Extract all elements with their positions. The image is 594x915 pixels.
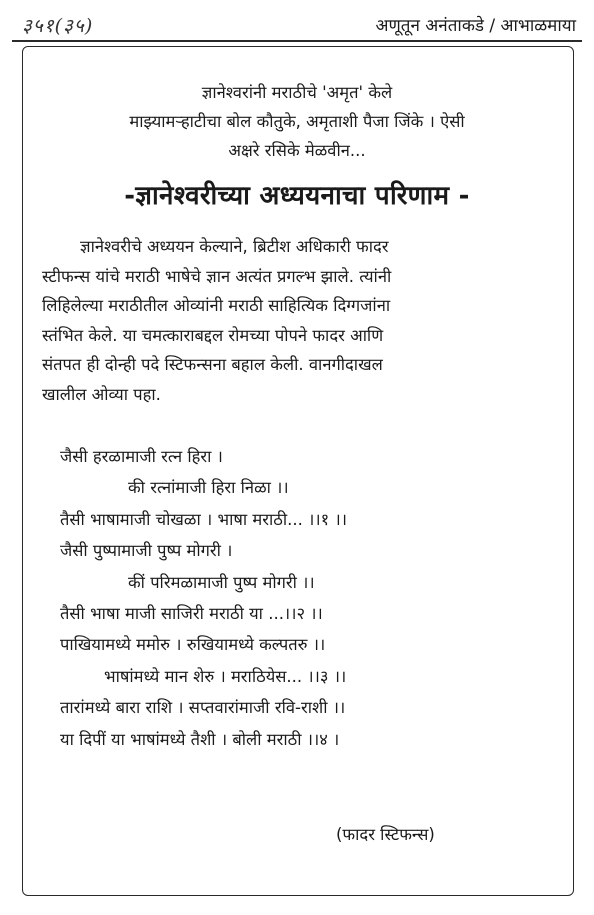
author-signature: (फादर स्टिफन्स)	[336, 825, 435, 844]
intro-line: ज्ञानेश्वरांनी मराठीचे 'अमृत' केले	[201, 83, 393, 102]
verse-line: भाषांमध्ये मान शेरु । मराठियेस... ।।३ ।।	[104, 666, 347, 686]
paragraph-line: ज्ञानेश्वरीचे अध्ययन केल्याने, ब्रिटीश अधिकारी फादर	[80, 237, 389, 256]
paragraph-line: खालील ओव्या पहा.	[42, 384, 161, 404]
verse-line: कीं परिमळामाजी पुष्प मोगरी ।।	[128, 572, 315, 592]
paragraph-line: स्टीफन्स यांचे मराठी भाषेचे ज्ञान अत्यंत प्रगल्भ झाले. त्यांनी	[42, 266, 392, 286]
verse-line: जैसी पुष्पामाजी पुष्प मोगरी ।	[60, 541, 233, 561]
running-header-title: अणूतून अनंताकडे / आभाळमाया	[375, 16, 576, 36]
verse-line: तारांमध्ये बारा राशि । सप्तवारांमाजी रवि-राशी ।।	[60, 698, 346, 718]
verse-line: या दिपीं या भाषांमध्ये तैशी । बोली मराठी ।।४ ।	[60, 729, 340, 749]
paragraph-line: लिहिलेल्या मराठीतील ओव्यांनी मराठी साहित्यिक दिग्गजांना	[42, 296, 391, 315]
verse-line: तैसी भाषामाजी चोखळा । भाषा मराठी... ।।१ ।।	[60, 509, 347, 529]
verse-line: पाखियामध्ये ममोरु । रुखियामध्ये कल्पतरु ।।	[60, 635, 326, 655]
paragraph-line: स्तंभित केले. या चमत्काराबद्दल रोमच्या पोपने फादर आणि	[42, 325, 384, 345]
intro-block	[24, 78, 570, 165]
header-rule	[12, 40, 582, 42]
verse-line: की रत्नांमाजी हिरा निळा ।।	[128, 478, 289, 498]
paragraph-line: संतपत ही दोन्ही पदे स्टिफन्सना बहाल केली. वानगीदाखल	[42, 355, 383, 374]
intro-line: माझ्यामऱ्हाटीचा बोल कौतुके, अमृताशी पैजा जिंके । ऐसी	[129, 112, 465, 131]
verse-line: तैसी भाषा माजी साजिरी मराठी या ...।।२ ।।	[60, 604, 323, 624]
intro-line: अक्षरे रसिके मेळवीन...	[228, 141, 366, 160]
verse-line: जैसी हरळामाजी रत्न हिरा ।	[60, 447, 223, 466]
body-paragraph	[42, 232, 552, 409]
page-number: ३५१(३५)	[22, 15, 94, 37]
section-title: -ज्ञानेश्वरीच्या अध्ययनाचा परिणाम -	[124, 181, 470, 211]
verse-block	[60, 441, 347, 755]
